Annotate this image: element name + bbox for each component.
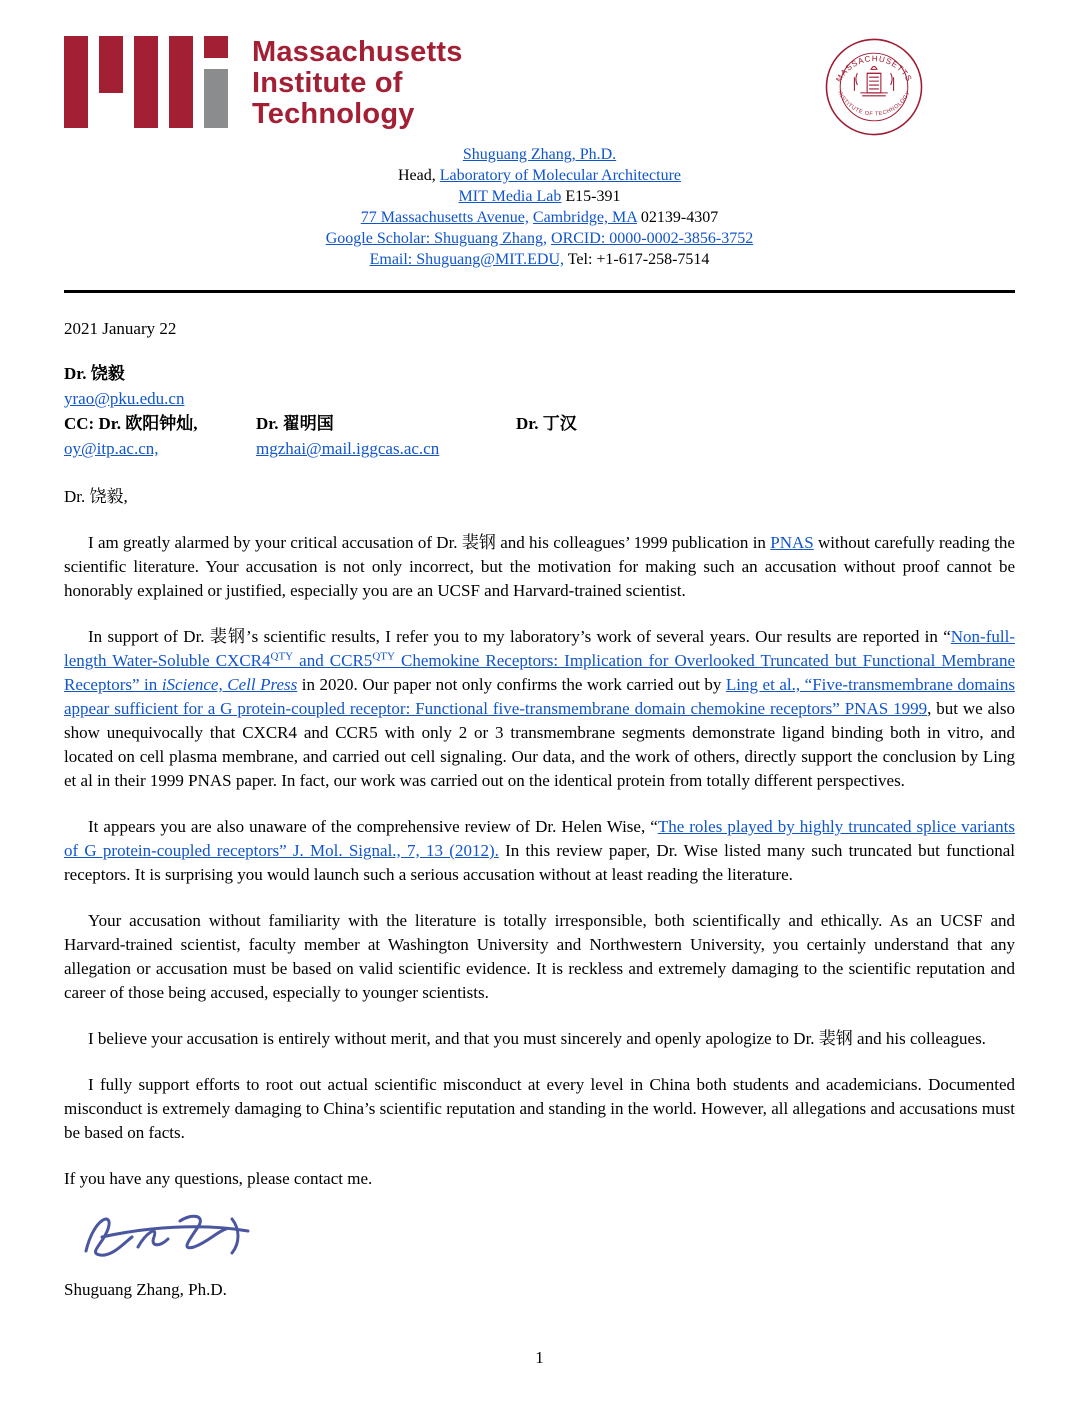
mit-logo-bar-4 [169, 36, 193, 128]
city-link[interactable]: Cambridge, MA [532, 209, 637, 226]
signature-block [64, 1203, 1015, 1302]
text-run: 02139-4307 [640, 209, 719, 226]
text-run: In support of Dr. 裴钢’s scientific results, I refer you to my laboratory’s work of several years. Our results are reported in “ [88, 627, 951, 646]
mit-wordmark [252, 36, 463, 130]
lab-link[interactable]: Laboratory of Molecular Architecture [439, 167, 681, 184]
cc-email-link-2[interactable]: mgzhai@mail.iggcas.ac.cn [256, 439, 440, 458]
paragraph-2 [64, 625, 1015, 793]
cc-email-cell [256, 436, 516, 461]
paragraph-1 [64, 531, 1015, 603]
paragraph-3 [64, 815, 1015, 887]
date: 2021 January 22 [64, 319, 177, 338]
wordmark-line: Institute of [252, 67, 403, 99]
mit-seal [825, 38, 923, 136]
address-link[interactable]: 77 Massachusetts Avenue, [360, 209, 529, 226]
contact-line [64, 165, 1015, 186]
contact-line [64, 144, 1015, 165]
svg-text:INSTITUTE OF TECHNOLOGY [836, 90, 912, 117]
seal-emblem [854, 66, 893, 95]
signoff-name: Shuguang Zhang, Ph.D. [64, 1280, 227, 1299]
text-run: Non-full-length Water-Soluble CXCR4 [64, 627, 1015, 670]
contact-line [64, 249, 1015, 270]
email-link[interactable]: Email: Shuguang@MIT.EDU, [369, 251, 565, 268]
journal-name: iScience, Cell Press [161, 675, 298, 694]
contact-line [64, 207, 1015, 228]
superscript-qty: QTY [372, 650, 395, 663]
text-run: E15-391 [565, 188, 621, 205]
header-divider [64, 290, 1015, 293]
text-run: I am greatly alarmed by your critical accusation of Dr. 裴钢 and his colleagues’ 1999 publication in [88, 533, 771, 552]
paragraph-4: Your accusation without familiarity with the literature is totally irresponsible, both scientifically and ethically. As an UCSF and Harvard-trained scientist, faculty member at Washington University and Northwestern University, you certainly understand that any allegation or accusation must be based on valid scientific evidence. It is reckless and extremely damaging to the scientific reputation and career of those being accused, especially to younger scientists. [64, 911, 1015, 1002]
text-run: in 2020. Our paper not only confirms the work carried out by [297, 675, 726, 694]
media-lab-link[interactable]: MIT Media Lab [458, 188, 562, 205]
recipient-name: Dr. 饶毅 [64, 364, 125, 383]
salutation: Dr. 饶毅, [64, 487, 128, 506]
author-name-link[interactable]: Shuguang Zhang, Ph.D. [462, 146, 617, 163]
text-run: Chemokine Receptors: Implication for Overlooked Truncated but Functional Membrane Receptors” in [64, 651, 1016, 694]
wise-review-link[interactable]: The roles played by highly truncated splice variants of G protein-coupled receptors” J. Mol. Signal., 7, 13 (2012). [64, 817, 1015, 860]
cc-name-3: Dr. 丁汉 [516, 414, 577, 433]
superscript-qty: QTY [270, 650, 294, 663]
mit-logo-bar-2 [99, 36, 123, 128]
pnas-link[interactable]: PNAS [770, 533, 814, 552]
handwritten-signature [72, 1203, 272, 1265]
contact-block [64, 144, 1015, 270]
paragraph-7: If you have any questions, please contact me. [64, 1169, 373, 1188]
google-scholar-link[interactable]: Google Scholar: Shuguang Zhang, [325, 230, 548, 247]
mit-logo [64, 36, 228, 128]
text-run: Tel: +1-617-258-7514 [567, 251, 710, 268]
orcid-link[interactable]: ORCID: 0000-0002-3856-3752 [551, 230, 754, 247]
wordmark-line: Technology [252, 98, 415, 130]
cc-names-row [64, 411, 1015, 436]
cc-email-link-1[interactable]: oy@itp.ac.cn, [64, 439, 159, 458]
wordmark-line: Massachusetts [252, 36, 463, 68]
letter-body [64, 317, 1015, 1302]
text-run: In this review paper, Dr. Wise listed many such truncated but functional receptors. It is surprising you would launch such a serious accusation without at least reading the literature. [64, 841, 1015, 884]
contact-line [64, 228, 1015, 249]
paragraph-6: I fully support efforts to root out actual scientific misconduct at every level in China both students and academicians. Documented misconduct is extremely damaging to China’s scientific reputation and standing in the world. However, all allegations and accusations must be based on facts. [64, 1075, 1015, 1142]
text-run: It appears you are also unaware of the comprehensive review of Dr. Helen Wise, “ [88, 817, 658, 836]
text-run: without carefully reading the scientific literature. Your accusation is not only incorrect, but the motivation for making such an accusation without proof cannot be honorably explained or justified, especially you are an UCSF and Harvard-trained scientist. [64, 533, 1015, 600]
mit-logo-bar-5 [204, 36, 228, 128]
mit-logo-bar-1 [64, 36, 88, 128]
page-number: 1 [535, 1348, 544, 1367]
recipient-email [64, 386, 1015, 411]
pnas-1999-paper-link[interactable]: Ling et al., “Five-transmembrane domains appear sufficient for a G protein-coupled receptor: Functional five-transmembrane domain chemokine receptors” PNAS 1999 [64, 675, 1016, 718]
seal-text-bottom: INSTITUTE OF TECHNOLOGY [836, 90, 912, 118]
mit-logo-bar-3 [134, 36, 158, 128]
recipient-email-link[interactable]: yrao@pku.edu.cn [64, 389, 185, 408]
cc-emails-row [64, 436, 1015, 461]
cc-name-1: CC: Dr. 欧阳钟灿, [64, 414, 198, 433]
cc-email-cell [64, 436, 256, 461]
contact-line [64, 186, 1015, 207]
text-run: Head, [398, 167, 436, 184]
seal-text-top: MASSACHUSETTS [834, 54, 914, 84]
cc-name-2: Dr. 翟明国 [256, 414, 334, 433]
text-run: and CCR5 [293, 651, 373, 670]
letterhead [64, 36, 1015, 293]
text-run: , but we also show unequivocally that CXCR4 and CCR5 with only 2 or 3 transmembrane segments demonstrate ligand binding both in vitro, and located on cell plasma membrane, and carried out cell signaling. Our data, and the work of others, directly support the conclusion by Ling et al in their 1999 PNAS paper. In fact, our work was carried out on the identical protein from totally different perspectives. [64, 699, 1016, 790]
paragraph-5: I believe your accusation is entirely without merit, and that you must sincerely and openly apologize to Dr. 裴钢 and his colleagues. [88, 1029, 986, 1048]
